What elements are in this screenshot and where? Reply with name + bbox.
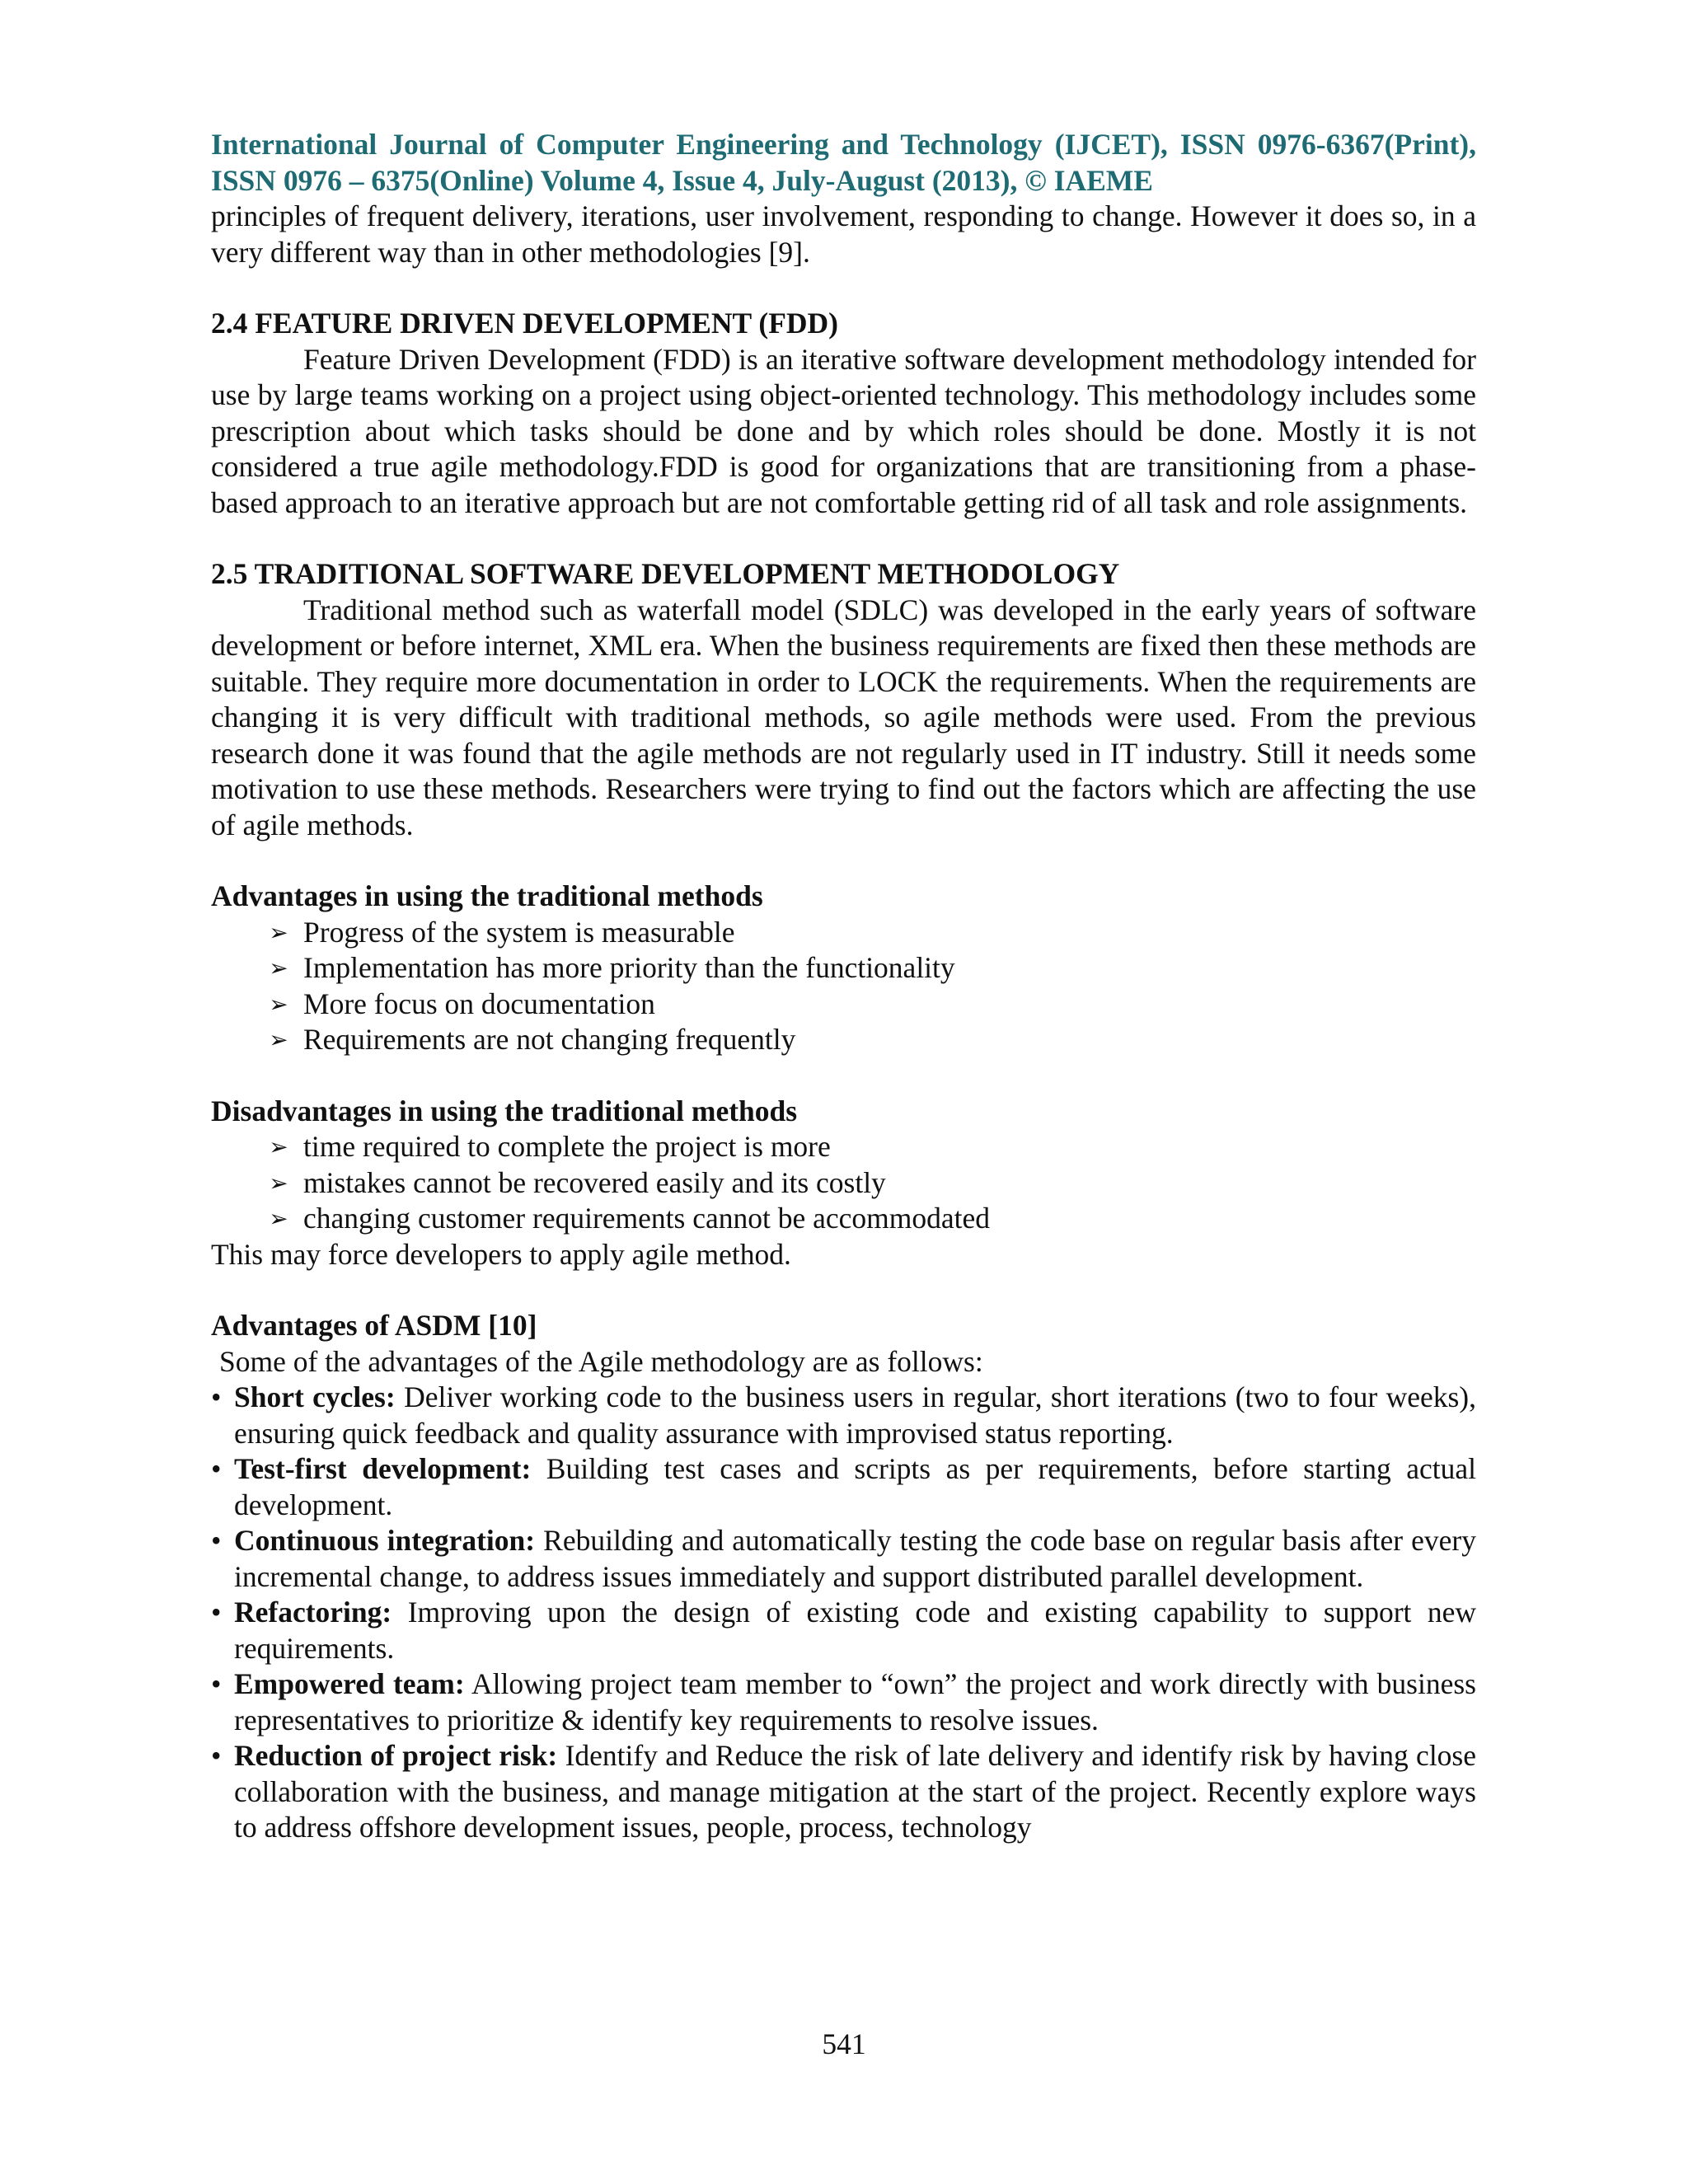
page-body: [211, 127, 1476, 1846]
list-item: ➢ More focus on documentation: [262, 987, 1476, 1023]
advantages-asdm-list: [211, 1380, 1476, 1846]
arrow-bullet-icon: ➢: [269, 990, 288, 1018]
list-item: ➢ changing customer requirements cannot be accommodated: [262, 1201, 1476, 1237]
list-item: • Refactoring: Improving upon the design of existing code and existing capability to support new requirements.: [211, 1596, 1476, 1665]
list-item: • Continuous integration: Rebuilding and automatically testing the code base on regular basis after every incremental change, to address issues immediately and support distributed parallel development.: [211, 1524, 1476, 1593]
bullet-icon: •: [211, 1739, 222, 1772]
arrow-bullet-icon: ➢: [269, 1026, 288, 1053]
advantages-asdm-intro: Some of the advantages of the Agile methodology are as follows:: [219, 1344, 983, 1378]
arrow-bullet-icon: ➢: [269, 1133, 288, 1160]
list-item: ➢ Implementation has more priority than the functionality: [262, 950, 1476, 987]
bullet-icon: •: [211, 1452, 222, 1485]
arrow-bullet-icon: ➢: [269, 1205, 288, 1232]
section-body-fdd: Feature Driven Development (FDD) is an iterative software development methodology intended for use by large teams working on a project using object-oriented technology. This methodology includes some prescription about which tasks should be done and by which roles should be done. Mostly it is not considered a true agile methodology.FDD is good for organizations that are transitioning from a phase-based approach to an iterative approach but are not comfortable getting rid of all task and role assignments.: [211, 342, 1476, 519]
list-item: ➢ Requirements are not changing frequently: [262, 1022, 1476, 1058]
list-item: ➢ Progress of the system is measurable: [262, 915, 1476, 951]
arrow-bullet-icon: ➢: [269, 954, 288, 982]
bullet-icon: •: [211, 1667, 222, 1700]
advantages-asdm-heading: Advantages of ASDM [10]: [211, 1309, 537, 1342]
disadvantages-closing: This may force developers to apply agile method.: [211, 1237, 791, 1271]
bullet-icon: •: [211, 1596, 222, 1629]
disadvantages-traditional-list: [211, 1129, 1476, 1237]
list-item: ➢ time required to complete the project is more: [262, 1129, 1476, 1165]
intro-paragraph: principles of frequent delivery, iterations, user involvement, responding to change. However it does so, in a very different way than in other methodologies [9].: [211, 199, 1476, 269]
arrow-bullet-icon: ➢: [269, 918, 288, 946]
bullet-icon: •: [211, 1524, 222, 1557]
advantages-traditional-heading: Advantages in using the traditional methods: [211, 879, 763, 912]
bullet-icon: •: [211, 1380, 222, 1413]
list-item: • Short cycles: Deliver working code to the business users in regular, short iterations (two to four weeks), ensuring quick feedback and quality assurance with improvised status reporting.: [211, 1380, 1477, 1450]
journal-header: International Journal of Computer Engineering and Technology (IJCET), ISSN 0976-6367(Print), ISSN 0976 – 6375(Online) Volume 4, Issue 4, July-August (2013), © IAEME: [211, 128, 1476, 197]
section-heading-traditional: 2.5 TRADITIONAL SOFTWARE DEVELOPMENT METHODOLOGY: [211, 557, 1120, 590]
disadvantages-traditional-heading: Disadvantages in using the traditional methods: [211, 1094, 798, 1127]
list-item: ➢ mistakes cannot be recovered easily and its costly: [262, 1165, 1476, 1202]
section-heading-fdd: 2.4 FEATURE DRIVEN DEVELOPMENT (FDD): [211, 307, 838, 340]
arrow-bullet-icon: ➢: [269, 1169, 288, 1197]
list-item: • Reduction of project risk: Identify and Reduce the risk of late delivery and identify risk by having close collaboration with the business, and manage mitigation at the start of the project. Recently explore ways to address offshore development issues, people, process, technology: [211, 1739, 1476, 1844]
list-item: • Test-first development: Building test cases and scripts as per requirements, before starting actual development.: [211, 1452, 1476, 1521]
list-item: • Empowered team: Allowing project team member to “own” the project and work directly with business representatives to prioritize & identify key requirements to resolve issues.: [211, 1667, 1476, 1736]
section-body-traditional: Traditional method such as waterfall model (SDLC) was developed in the early years of software development or before internet, XML era. When the business requirements are fixed then these methods are suitable. They require more documentation in order to LOCK the requirements. When the requirements are changing it is very difficult with traditional methods, so agile methods were used. From the previous research done it was found that the agile methods are not regularly used in IT industry. Still it needs some motivation to use these methods. Researchers were trying to find out the factors which are affecting the use of agile methods.: [211, 593, 1476, 841]
page-number: 541: [822, 2027, 866, 2060]
advantages-traditional-list: [211, 915, 1476, 1058]
